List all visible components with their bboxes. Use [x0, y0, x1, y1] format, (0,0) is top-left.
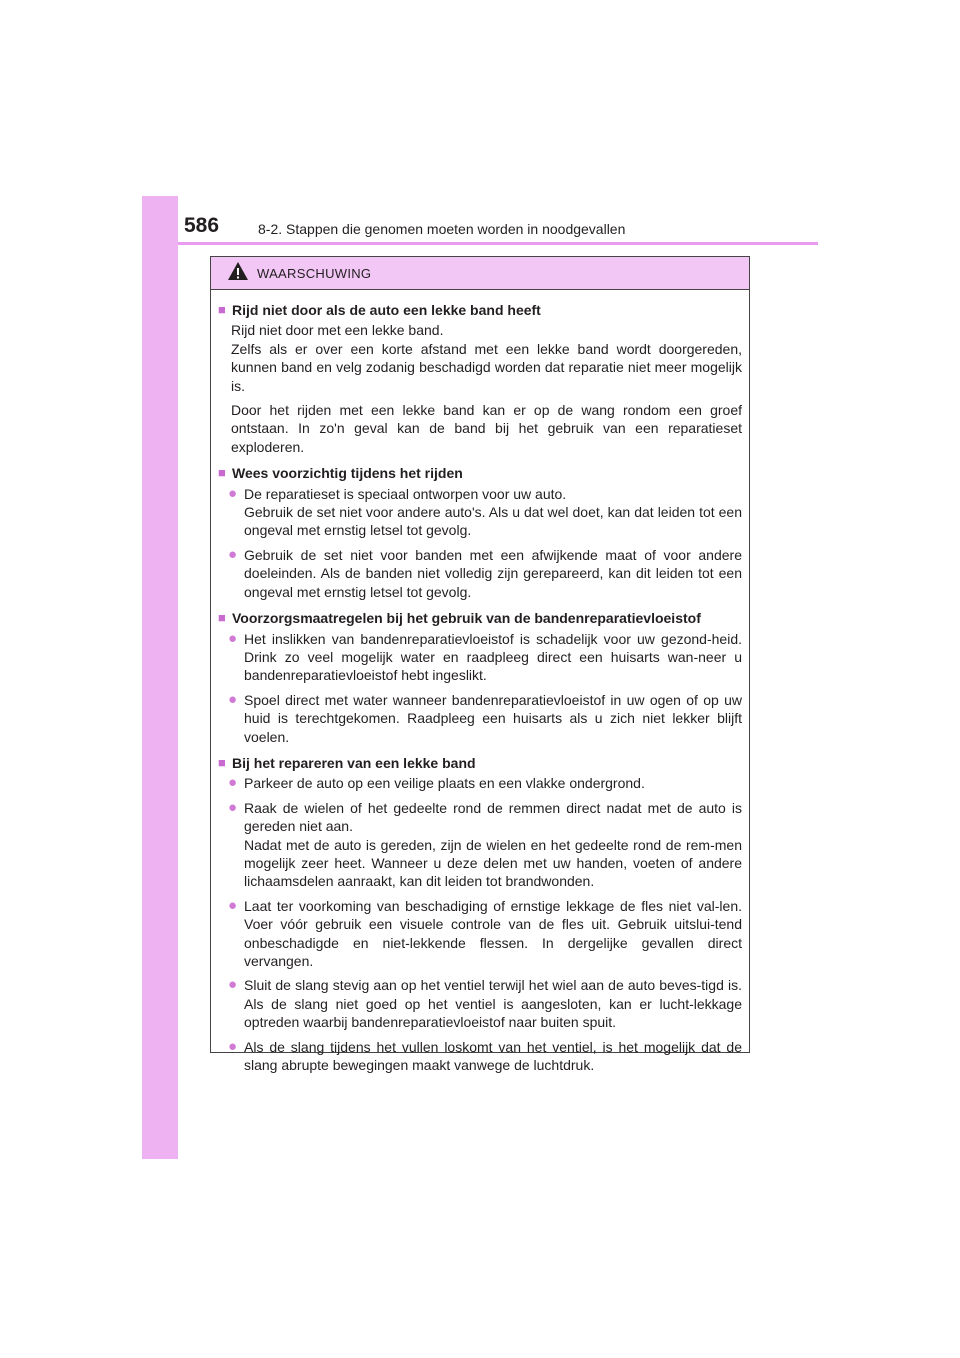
bullet-item: [218, 774, 742, 792]
paragraph-text: Rijd niet door met een lekke band.: [231, 322, 444, 339]
bullet-line: Als de slang tijdens het vullen loskomt van het ventiel, is het mogelijk dat de slang abrupte bewegingen maakt vanwege de luchtdruk.: [244, 1038, 742, 1074]
bullet-line: Spoel direct met water wanneer bandenreparatievloeistof in uw ogen of op uw huid is terechtgekomen. Raadpleeg een huisarts als u zich niet lekker blijft voelen.: [244, 691, 742, 745]
warning-box: [210, 256, 750, 1074]
bullet-line: Sluit de slang stevig aan op het ventiel terwijl het wiel aan de auto beves-tigd is. Als de slang niet goed op het ventiel is aangesloten, kan er lucht-lekkage optreden waarbij bandenreparatievloeistof naar buiten spuit.: [244, 977, 742, 1031]
bullet-line: Raak de wielen of het gedeelte rond de remmen direct nadat met de auto is gereden niet aan.: [244, 799, 742, 835]
section-heading: [218, 464, 742, 482]
bullet-line: Laat ter voorkoming van beschadiging of ernstige lekkage de fles niet val-len. Voer vóór gebruik een visuele controle van de fles uit. Gebruik uitslui-tend onbeschadigde en niet-lekkende flessen. In dergelijke gevallen direct vervangen.: [244, 897, 742, 969]
warning-header: [211, 257, 749, 290]
circle-bullet-icon: ●: [228, 484, 238, 502]
paragraph-text: Door het rijden met een lekke band kan er op de wang rondom een groef ontstaan. In zo'n geval kan de band bij het gebruik van een reparatieset exploderen.: [231, 402, 742, 455]
warning-section: [218, 301, 742, 456]
section-heading-text: Bij het repareren van een lekke band: [232, 754, 476, 771]
page-number: 586: [184, 214, 220, 237]
warning-section: [218, 464, 742, 601]
bullet-text: [244, 546, 742, 601]
section-heading-text: Wees voorzichtig tijdens het rijden: [232, 465, 463, 482]
paragraph: [218, 401, 742, 456]
circle-bullet-icon: ●: [228, 690, 238, 708]
square-bullet-icon: ■: [218, 465, 226, 481]
warning-body: [211, 290, 749, 1074]
section-heading: [218, 754, 742, 772]
bullet-text: [244, 774, 742, 792]
bullet-text: [244, 1038, 742, 1075]
bullet-item: [218, 485, 742, 540]
side-color-strip: [142, 196, 178, 1159]
warning-section: [218, 609, 742, 746]
section-title: 8-2. Stappen die genomen moeten worden in noodgevallen: [258, 221, 626, 237]
bullet-item: [218, 691, 742, 746]
bullet-text: [244, 691, 742, 746]
bullet-text: [244, 485, 742, 540]
section-heading: [218, 609, 742, 627]
bullet-text: [244, 799, 742, 891]
circle-bullet-icon: ●: [228, 798, 238, 816]
warning-section: [218, 754, 742, 1075]
bullet-text: [244, 897, 742, 971]
warning-title: WAARSCHUWING: [257, 265, 372, 281]
header-divider: [178, 242, 818, 245]
circle-bullet-icon: ●: [228, 545, 238, 563]
section-heading: [218, 301, 742, 319]
warning-triangle-icon: [227, 261, 249, 281]
paragraph-text: Zelfs als er over een korte afstand met een lekke band wordt doorgereden, kunnen band en velg zodanig beschadigd worden dat reparatie niet meer mogelijk is.: [231, 340, 742, 394]
bullet-text: [244, 630, 742, 685]
bullet-line: Gebruik de set niet voor banden met een afwijkende maat of voor andere doeleinden. Als de banden niet volledig zijn gerepareerd, kan dit leiden tot een ongeval met ernstig letsel tot gevolg.: [244, 546, 742, 600]
square-bullet-icon: ■: [218, 754, 226, 770]
section-heading-text: Voorzorgsmaatregelen bij het gebruik van de bandenreparatievloeistof: [232, 610, 701, 627]
square-bullet-icon: ■: [218, 610, 226, 626]
square-bullet-icon: ■: [218, 302, 226, 317]
bullet-line: Gebruik de set niet voor andere auto's. Als u dat wel doet, kan dat leiden tot een ongeval met ernstig letsel tot gevolg.: [244, 504, 742, 539]
bullet-item: [218, 1038, 742, 1075]
circle-bullet-icon: ●: [228, 629, 238, 647]
circle-bullet-icon: ●: [228, 774, 238, 792]
section-heading-text: Rijd niet door als de auto een lekke band heeft: [232, 302, 541, 318]
bullet-line: Nadat met de auto is gereden, zijn de wielen en het gedeelte rond de rem-men mogelijk zeer heet. Wanneer u deze delen met uw handen, voeten of andere lichaamsdelen aanraakt, kan dit leiden tot brandwonden.: [244, 836, 742, 890]
paragraph: [218, 321, 742, 395]
bullet-line: Het inslikken van bandenreparatievloeistof is schadelijk voor uw gezond-heid. Drink zo veel mogelijk water en raadpleeg direct een huisarts wan-neer u bandenreparatievloeistof hebt ingeslikt.: [244, 630, 742, 684]
bullet-line: Parkeer de auto op een veilige plaats en een vlakke ondergrond.: [244, 775, 645, 792]
bullet-item: [218, 630, 742, 685]
bullet-item: [218, 799, 742, 891]
bullet-item: [218, 546, 742, 601]
bullet-line: De reparatieset is speciaal ontworpen voor uw auto.: [244, 485, 567, 502]
bullet-text: [244, 976, 742, 1031]
bullet-item: [218, 897, 742, 971]
circle-bullet-icon: ●: [228, 976, 238, 994]
circle-bullet-icon: ●: [228, 896, 238, 914]
circle-bullet-icon: ●: [228, 1037, 238, 1055]
bullet-item: [218, 976, 742, 1031]
